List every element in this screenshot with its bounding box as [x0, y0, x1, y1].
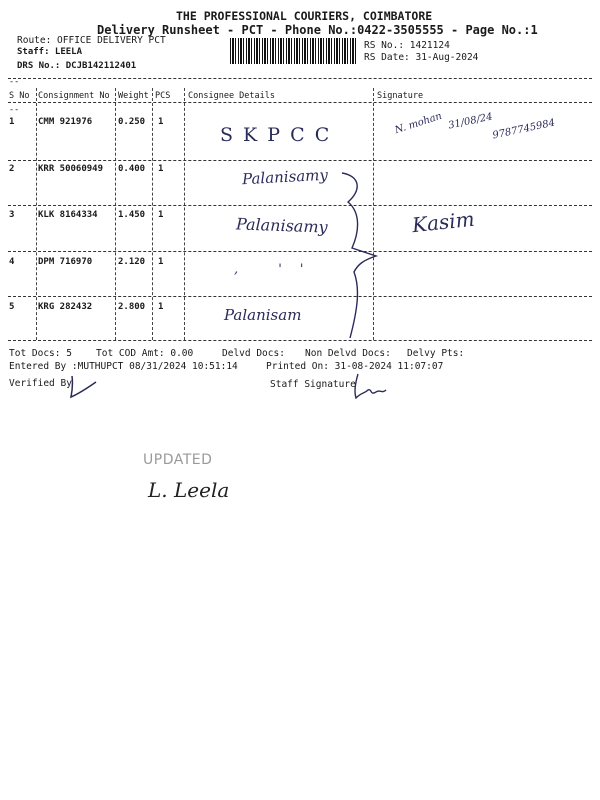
signature-phone: 9787745984	[491, 117, 557, 142]
tot-docs: Tot Docs: 5	[9, 348, 72, 359]
column-divider	[184, 88, 185, 340]
row-pcs: 1	[158, 302, 164, 312]
rs-number: RS No.: 1421124	[364, 40, 450, 51]
column-divider	[36, 88, 37, 340]
column-divider	[152, 88, 153, 340]
row-pcs: 1	[158, 117, 164, 127]
row-pcs: 1	[158, 164, 164, 174]
signature-handwriting: Kasim	[410, 206, 476, 238]
drs-number: DRS No.: DCJB142112401	[17, 61, 137, 71]
row-weight: 0.400	[118, 164, 146, 174]
col-header-pcs: PCS	[155, 91, 171, 101]
staff-label: Staff: LEELA	[17, 47, 83, 57]
staff-signature-icon	[350, 372, 390, 402]
row-separator	[8, 205, 592, 206]
row-weight: 2.800	[118, 302, 146, 312]
row-separator	[8, 296, 592, 297]
row-consignment-no: KRG 282432	[38, 302, 93, 312]
row-weight: 1.450	[118, 210, 146, 220]
col-header-consignee: Consignee Details	[188, 91, 275, 101]
row-pcs: 1	[158, 210, 164, 220]
ditto-marks: , ''	[234, 262, 322, 277]
runsheet-title: Delivery Runsheet - PCT - Phone No.:0422-3505555 - Page No.:1	[97, 23, 538, 37]
printed-on: Printed On: 31-08-2024 11:07:07	[266, 361, 444, 372]
row-weight: 0.250	[118, 117, 146, 127]
row-separator	[8, 251, 592, 252]
row-sno: 5	[9, 302, 15, 312]
updated-stamp: UPDATED	[143, 452, 213, 468]
non-delivered-docs: Non Delvd Docs:	[305, 348, 391, 359]
dash-mark: --	[9, 77, 20, 87]
separator-line	[8, 78, 592, 79]
consignee-handwriting: S K P C C	[220, 124, 332, 146]
row-consignment-no: KLK 8164334	[38, 210, 98, 220]
rs-date: RS Date: 31-Aug-2024	[364, 52, 479, 63]
tot-cod-amount: Tot COD Amt: 0.00	[96, 348, 194, 359]
dash-mark: --	[9, 105, 20, 115]
route-label: Route: OFFICE DELIVERY PCT	[17, 35, 166, 46]
verified-by-label: Verified By	[9, 378, 72, 389]
row-consignment-no: KRR 50060949	[38, 164, 104, 174]
entered-by: Entered By :MUTHUPCT 08/31/2024 10:51:14	[9, 361, 238, 372]
barcode-image	[230, 38, 358, 64]
col-header-weight: Weight	[118, 91, 149, 101]
bracket-mark-icon	[330, 168, 380, 343]
consignee-handwriting: Palanisamy	[241, 165, 329, 189]
delivery-points: Delvy Pts:	[407, 348, 465, 359]
column-divider	[115, 88, 116, 340]
col-header-signature: Signature	[377, 91, 424, 101]
row-separator	[8, 160, 592, 161]
updated-signature-handwriting: L. Leela	[148, 478, 230, 502]
header-separator	[8, 102, 592, 103]
company-title: THE PROFESSIONAL COURIERS, COIMBATORE	[176, 9, 433, 23]
verified-signature-icon	[66, 374, 100, 400]
delivered-docs: Delvd Docs:	[222, 348, 285, 359]
signature-date: 31/08/24	[447, 111, 494, 132]
table-bottom-separator	[8, 340, 592, 341]
signature-name: N. mohan	[393, 110, 444, 137]
col-header-consignment: Consignment No	[38, 91, 110, 101]
staff-signature-label: Staff Signature	[270, 379, 356, 390]
row-sno: 3	[9, 210, 15, 220]
col-header-sno: S No	[9, 91, 30, 101]
row-consignment-no: CMM 921976	[38, 117, 93, 127]
row-weight: 2.120	[118, 257, 146, 267]
row-pcs: 1	[158, 257, 164, 267]
consignee-handwriting: Palanisam	[224, 306, 302, 324]
consignee-handwriting: Palanisamy	[235, 214, 328, 237]
row-sno: 4	[9, 257, 15, 267]
row-sno: 2	[9, 164, 15, 174]
row-consignment-no: DPM 716970	[38, 257, 93, 267]
row-sno: 1	[9, 117, 15, 127]
